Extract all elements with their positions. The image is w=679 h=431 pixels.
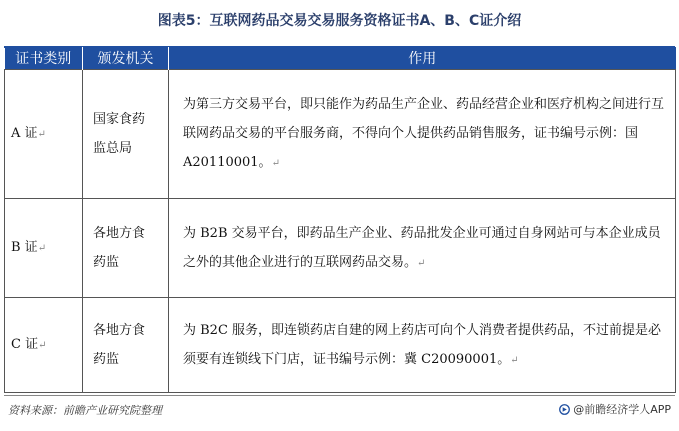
paragraph-mark-icon: ↵ [37, 129, 46, 140]
table-row [5, 199, 676, 298]
brand-text: @前瞻经济学人APP [573, 403, 671, 416]
paragraph-mark-icon: ↵ [37, 243, 47, 254]
cell-category: C 证↵ [5, 298, 83, 393]
paragraph-mark-icon: ↵ [38, 340, 47, 351]
cell-function: 为 B2B 交易平台，即药品生产企业、药品批发企业可通过自身网站可与本企业成员之外的其他企业进行的互联网药品交易。↵ [169, 199, 676, 298]
header-function: 作用 [169, 47, 676, 70]
cell-category: B 证↵ [5, 199, 83, 298]
paragraph-mark-icon: ↵ [271, 158, 280, 169]
header-category: 证书类别 [5, 47, 83, 70]
table-row [5, 298, 676, 393]
brand-logo-icon [559, 404, 570, 415]
brand-credit [559, 401, 671, 417]
certificate-table [4, 47, 676, 393]
source-note: 资料来源：前瞻产业研究院整理 [8, 404, 162, 417]
paragraph-mark-icon: ↵ [417, 257, 426, 269]
footer-rule [4, 395, 675, 396]
cell-function: 为 B2C 服务，即连锁药店自建的网上药店可向个人消费者提供药品，不过前提是必须要有连锁线下门店，证书编号示例：冀 C20090001。↵ [169, 298, 676, 393]
header-issuer: 颁发机关 [83, 47, 169, 70]
cell-function: 为第三方交易平台，即只能作为药品生产企业、药品经营企业和医疗机构之间进行互联网药品交易的平台服务商，不得向个人提供药品销售服务，证书编号示例：国 A20110001。↵ [169, 70, 676, 199]
cell-issuer: 各地方食药监 [83, 199, 169, 298]
table-header-row [5, 47, 676, 70]
table-row [5, 70, 676, 199]
cell-issuer: 各地方食药监 [83, 298, 169, 393]
cell-category: A 证↵ [5, 70, 83, 199]
cell-issuer: 国家食药监总局 [83, 70, 169, 199]
paragraph-mark-icon: ↵ [510, 354, 519, 366]
figure-title: 图表5：互联网药品交易交易服务资格证书A、B、C证介绍 [157, 13, 522, 29]
